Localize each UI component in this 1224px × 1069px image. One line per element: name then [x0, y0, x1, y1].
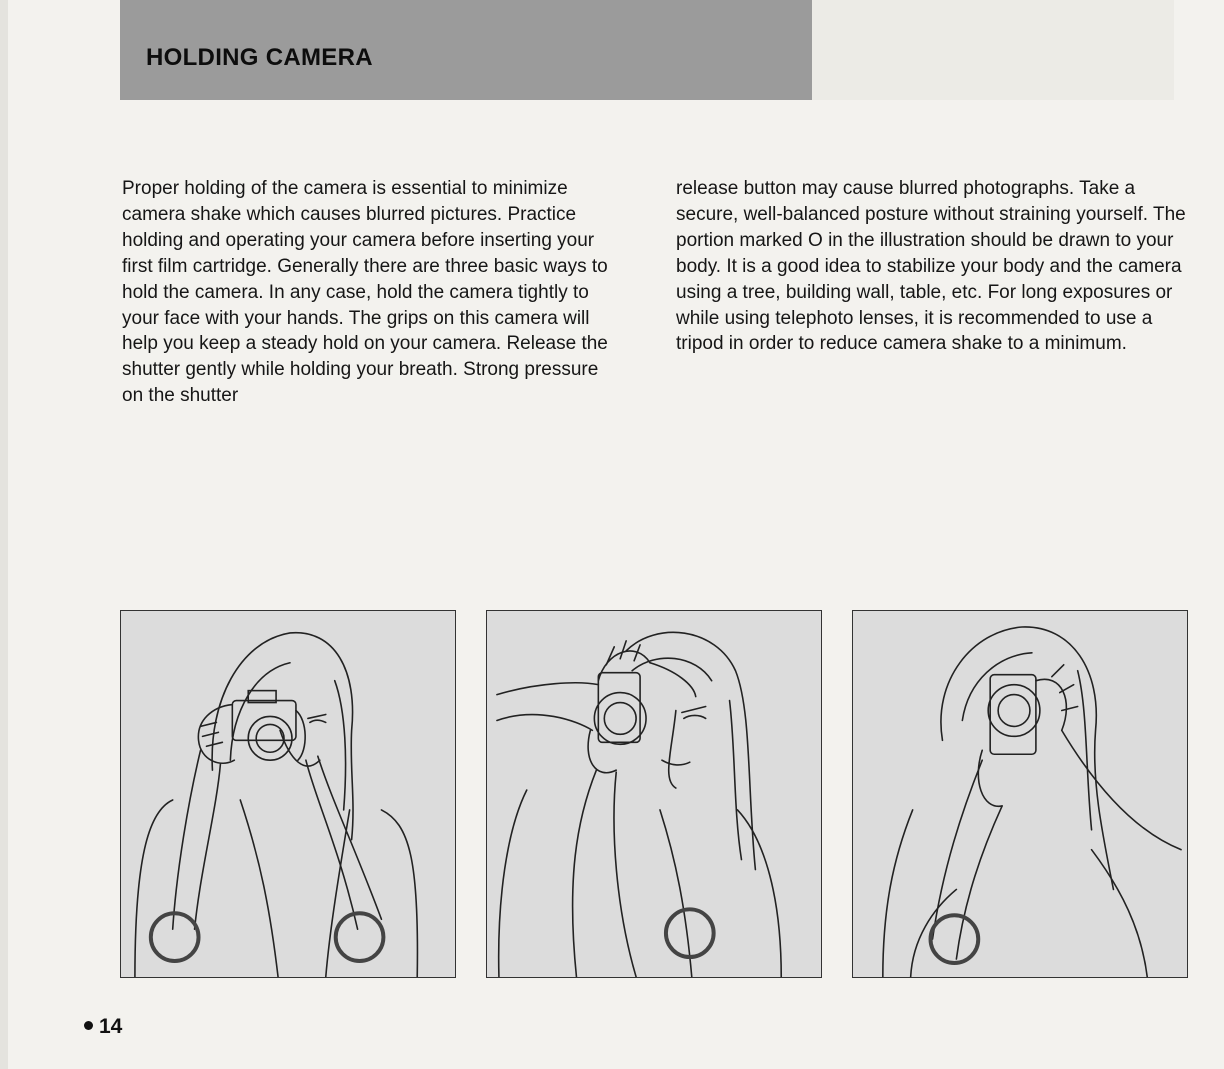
body-paragraph-left: Proper holding of the camera is essential to minimize camera shake which causes blurred pictures. Practice holding and operating your camera before inserting your first film cartridge. Generally there are three basic ways to hold the camera. In any case, hold the camera tightly to your face with your hands. The grips on this camera will help you keep a steady hold on your camera. Release the shutter gently while holding your breath. Strong pressure on the shutter [122, 178, 608, 407]
illustration-vertical-hold-right [486, 610, 822, 978]
body-paragraph-right: release button may cause blurred photographs. Take a secure, well-balanced posture without straining yourself. The portion marked O in the illustration should be drawn to your body. It is a good idea to stabilize your body and the camera using a tree, building wall, table, etc. For long exposures or while using telephoto lenses, it is recommended to use a tripod in order to reduce camera shake to a minimum. [676, 178, 1186, 355]
vertical-hold-right-drawing [487, 611, 821, 977]
section-title: HOLDING CAMERA [146, 44, 373, 71]
bullet-dot-icon [84, 1021, 93, 1030]
illustration-vertical-hold-left [852, 610, 1188, 978]
page-number [84, 1015, 122, 1039]
page-number-text: 14 [99, 1015, 123, 1038]
illustration-horizontal-hold [120, 610, 456, 978]
horizontal-hold-drawing [121, 611, 455, 977]
body-text-left-column [122, 176, 622, 409]
page-edge [0, 0, 8, 1069]
body-text-right-column [676, 176, 1186, 357]
show-through-band [812, 0, 1174, 100]
vertical-hold-left-drawing [853, 611, 1187, 977]
